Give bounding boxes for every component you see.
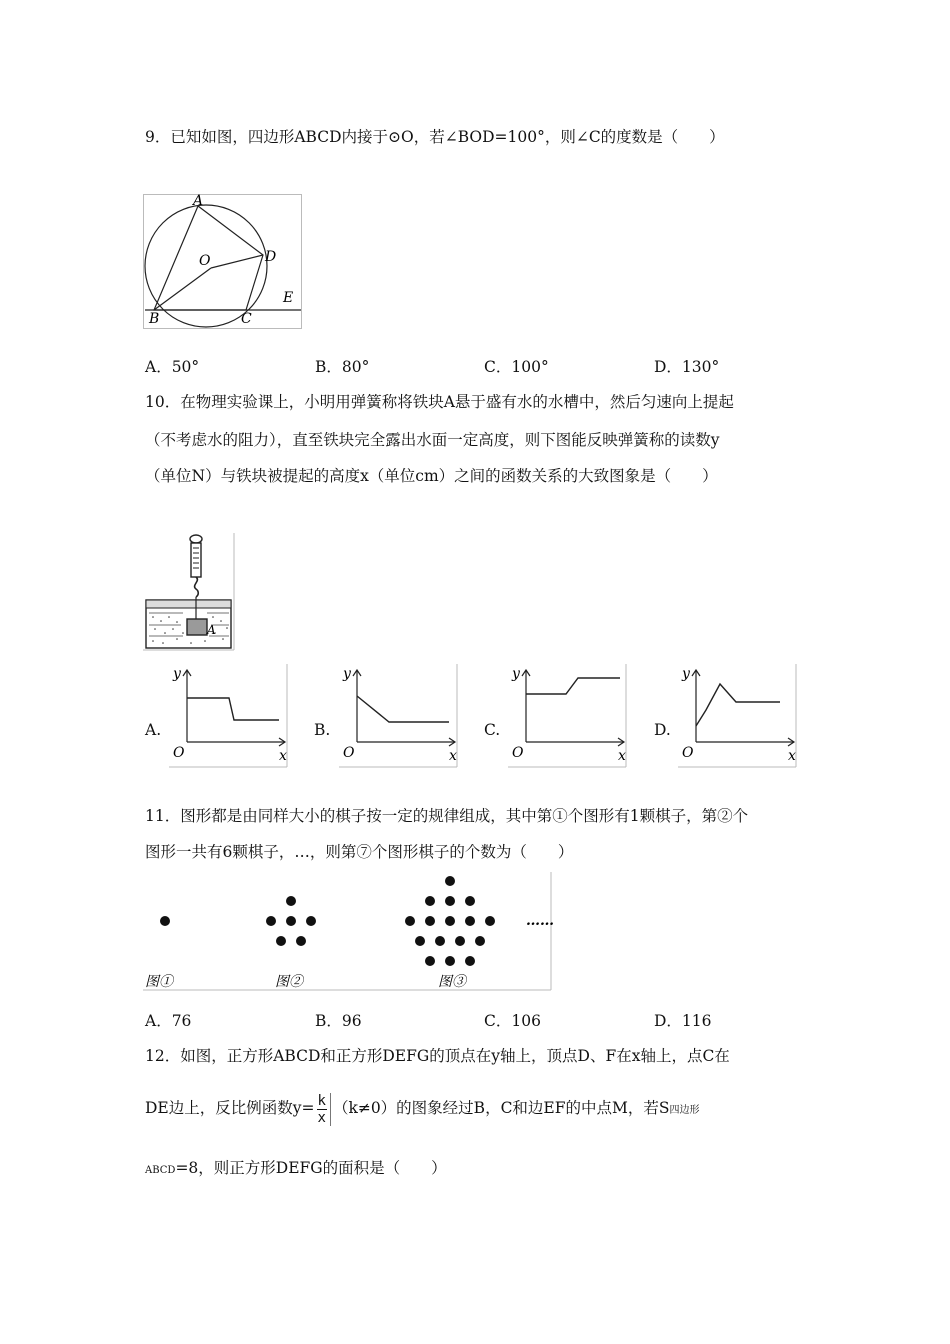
q9-option-c: C．100° [484,358,549,376]
q11-option-a: A．76 [145,1012,192,1030]
q11-ellipsis: …… [526,913,553,929]
q9-option-b: B．80° [315,358,370,376]
q10-graph-d [678,664,802,772]
q10-graph-d-x: x [788,748,796,764]
q11-line-1: 11．图形都是由同样大小的棋子按一定的规律组成，其中第①个图形有1颗棋子，第②个 [145,807,749,825]
q10-graph-a [169,664,293,772]
q10-graph-d-label: D. [654,721,671,739]
q10-graph-d-y: y [682,666,690,682]
q10-graph-c-origin: O [512,745,524,761]
q9-label-a: A [193,194,204,209]
q12-line-2 [145,1090,700,1129]
q10-graph-b-origin: O [343,745,355,761]
q9-label-b: B [149,311,160,327]
q11-caption-1: 图① [145,974,173,990]
q9-option-d: D．130° [654,358,720,376]
q9-label-d: D [265,249,277,265]
q9-label-o: O [199,253,211,269]
q10-line-3: （单位N）与铁块被提起的高度x（单位cm）之间的函数关系的大致图象是（ ） [145,467,718,485]
q11-option-c: C．106 [484,1012,541,1030]
q12-subscript-1: 四边形 [669,1105,700,1116]
q11-caption-2: 图② [275,974,303,990]
q10-graph-b-y: y [343,666,351,682]
q10-graph-a-x: x [279,748,287,764]
q10-apparatus-figure [143,533,237,655]
q12-line-2-pre: DE边上，反比例函数y= [145,1099,315,1117]
q9-label-c: C [241,311,252,327]
q10-graph-a-y: y [173,666,181,682]
q10-graph-d-origin: O [682,745,694,761]
q10-graph-b [339,664,463,772]
q10-graph-c-y: y [512,666,520,682]
q11-pieces-figure [143,872,553,996]
q10-graph-b-x: x [449,748,457,764]
q10-graph-c-label: C. [484,721,501,739]
q11-line-2: 图形一共有6颗棋子，…，则第⑦个图形棋子的个数为（ ） [145,843,574,861]
q12-fraction-den: x [317,1109,326,1126]
q12-subscript-2: ABCD [145,1165,176,1176]
q9-circle-figure [143,194,303,334]
q10-graph-b-label: B. [314,721,331,739]
q10-line-2: （不考虑水的阻力），直至铁块完全露出水面一定高度，则下图能反映弹簧称的读数y [145,431,720,449]
q12-line-1: 12．如图，正方形ABCD和正方形DEFG的顶点在y轴上，顶点D、F在x轴上，点C在 [145,1047,730,1065]
q12-line-3 [145,1158,447,1181]
q9-option-a: A．50° [145,358,200,376]
q10-graph-c-x: x [618,748,626,764]
q12-line-2-post: （k≠0）的图象经过B，C和边EF的中点M，若S [332,1099,670,1117]
q10-graph-a-label: A. [145,721,162,739]
q12-line-3-post: =8，则正方形DEFG的面积是（ ） [175,1159,447,1177]
q11-caption-3: 图③ [438,974,466,990]
q10-line-1: 10．在物理实验课上，小明用弹簧称将铁块A悬于盛有水的水槽中，然后匀速向上提起 [145,393,734,411]
q10-graph-c [508,664,632,772]
q10-apparatus-label: A [207,623,216,637]
q12-fraction [317,1093,331,1126]
q9-label-e: E [283,290,294,306]
q11-option-b: B．96 [315,1012,362,1030]
q10-graph-a-origin: O [173,745,185,761]
q9-stem: 9．已知如图，四边形ABCD内接于⊙O，若∠BOD=100°，则∠C的度数是（ ） [145,128,725,146]
q11-option-d: D．116 [654,1012,712,1030]
q12-fraction-num: k [317,1092,326,1109]
